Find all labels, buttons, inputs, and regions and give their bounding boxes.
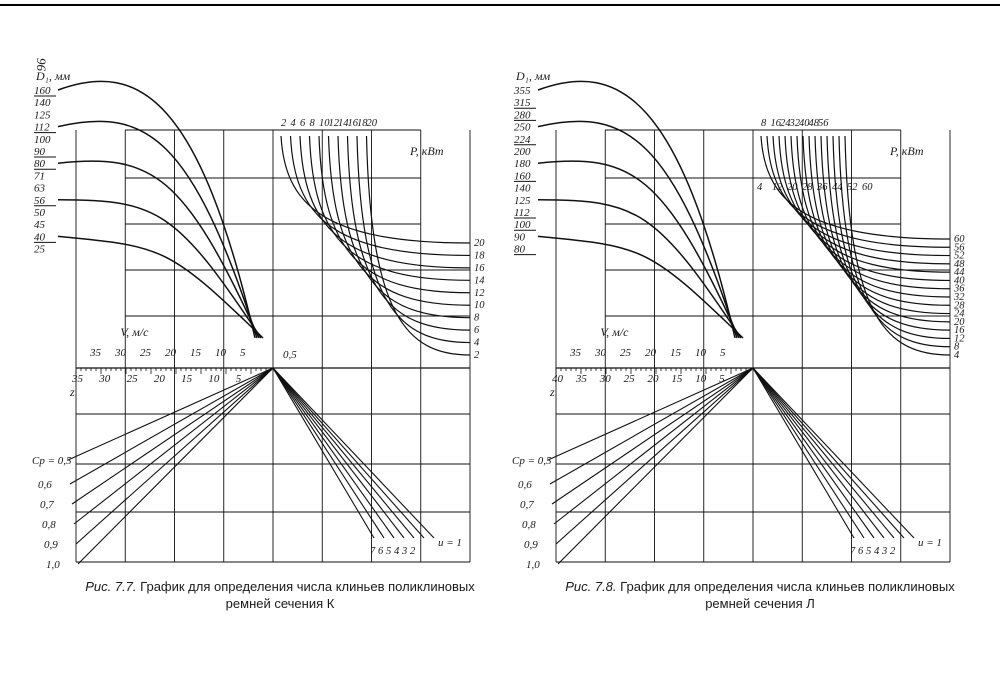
d1-tick-label: 140 (34, 97, 51, 110)
z-axis-label: z (550, 385, 555, 399)
velocity-top-tick: 35 (90, 347, 101, 359)
velocity-bottom-tick: 20 (647, 373, 659, 385)
u-label: u = 1 (438, 537, 462, 549)
page-number: 96 (34, 58, 49, 71)
power-tick-label: 4 (290, 118, 296, 129)
u-label: u = 1 (918, 537, 942, 549)
diameter-curve (538, 121, 737, 338)
power-right-label: 20 (954, 316, 965, 328)
u-fan-line (273, 368, 404, 538)
velocity-bottom-tick: 25 (623, 373, 635, 385)
u-tick-label: 6 (858, 546, 864, 557)
velocity-bottom-tick: 5 (719, 373, 725, 385)
power-tick-label: 32 (789, 118, 800, 129)
velocity-top-tick: 35 (570, 347, 581, 359)
caption-text-line1: График для определения числа клиньев поликлиновых (140, 579, 475, 594)
power-tick-label: 18 (357, 118, 368, 129)
power-right-label: 6 (474, 325, 480, 337)
nomogram-7-8 (510, 50, 980, 570)
power-right-label: 16 (474, 262, 485, 274)
diameter-curve (58, 121, 257, 338)
u-tick-label: 4 (394, 546, 400, 557)
caption-number: Рис. 7.8. (565, 579, 617, 594)
d1-tick-label: 224 (514, 133, 531, 146)
power-tick-label: 24 (780, 118, 791, 129)
cp-fan-line (72, 368, 273, 504)
power-curve (797, 136, 950, 289)
power-tick-label: 20 (366, 118, 377, 129)
d1-axis-label: D₁, мм (516, 69, 551, 83)
power-right-label: 4 (474, 337, 480, 349)
velocity-top-tick: 10 (695, 347, 706, 359)
d1-tick-label: 45 (34, 219, 45, 232)
d1-tick-label: 56 (34, 194, 45, 207)
velocity-bottom-tick: 40 (552, 373, 563, 385)
power-tick-label-second-row: 44 (832, 182, 843, 193)
power-axis-label: P, кВт (890, 144, 924, 158)
u-fan-line (753, 368, 894, 538)
cp-label: Cp = 0,5 (512, 455, 552, 467)
velocity-top-tick: 10 (215, 347, 226, 359)
power-tick-label-second-row: 52 (847, 182, 858, 193)
caption-text-line2: ремней сечения К (225, 596, 335, 611)
d1-tick-label: 355 (514, 85, 531, 97)
velocity-top-tick: 5 (240, 347, 246, 359)
u-tick-label: 7 (370, 546, 376, 557)
d1-tick-label: 50 (34, 207, 45, 219)
u-fan-line (753, 368, 864, 538)
power-right-label: 32 (954, 292, 965, 303)
velocity-top-tick: 20 (645, 347, 656, 359)
u-fan-line (753, 368, 854, 538)
d1-tick-label: 80 (514, 243, 525, 256)
u-tick-label: 2 (890, 546, 896, 557)
diameter-curve (58, 161, 259, 338)
power-right-label: 4 (954, 350, 960, 361)
power-tick-label: 6 (300, 118, 306, 129)
cp-tick-label: 0,8 (522, 519, 536, 531)
cp-tick-label: 0,9 (524, 539, 538, 551)
u-tick-label: 5 (866, 546, 872, 557)
u-tick-label: 6 (378, 546, 384, 557)
power-curve (791, 136, 950, 280)
power-right-label: 52 (954, 250, 965, 262)
d1-tick-label: 25 (34, 243, 45, 256)
u-tick-label: 5 (386, 546, 392, 557)
power-right-label: 44 (954, 267, 965, 279)
diameter-curve (538, 81, 735, 338)
u-tick-label: 2 (410, 546, 416, 557)
page-top-rule (0, 4, 1000, 6)
cp-tick-label: 1,0 (526, 559, 540, 570)
velocity-top-tick: 15 (190, 347, 201, 359)
d1-tick-label: 90 (514, 231, 525, 244)
power-right-label: 12 (474, 287, 485, 299)
cp-tick-label: 0,7 (40, 499, 54, 511)
velocity-top-tick: 25 (140, 347, 151, 359)
cp-fan-line (74, 368, 273, 524)
d1-tick-label: 200 (514, 146, 531, 158)
power-right-label: 8 (954, 341, 960, 353)
power-tick-label-second-row: 20 (787, 182, 798, 193)
velocity-bottom-tick: 20 (153, 373, 165, 385)
power-right-label: 24 (954, 308, 965, 320)
power-right-label: 18 (474, 250, 485, 262)
power-curve (839, 136, 950, 347)
u-tick-label: 4 (874, 546, 880, 557)
power-right-label: 36 (954, 283, 965, 295)
u-fan-line (273, 368, 424, 538)
u-tick-label: 7 (850, 546, 856, 557)
velocity-top-tick: 15 (670, 347, 681, 359)
d1-tick-label: 40 (34, 231, 45, 244)
caption-7-7 (60, 578, 500, 612)
velocity-bottom-tick: 35 (575, 373, 587, 385)
power-right-label: 2 (474, 350, 480, 361)
u-fan-line (753, 368, 874, 538)
power-tick-label: 8 (761, 118, 767, 129)
velocity-bottom-tick: 5 (235, 373, 242, 385)
u-tick-label: 3 (882, 546, 888, 557)
velocity-bottom-tick: 15 (181, 373, 193, 385)
velocity-bottom-tick: 15 (671, 373, 683, 385)
power-tick-label: 16 (770, 118, 781, 129)
power-tick-label-second-row: 12 (772, 182, 783, 193)
d1-tick-label: 112 (514, 207, 530, 219)
velocity-bottom-tick: 35 (72, 373, 83, 385)
power-axis-label: P, кВт (410, 144, 444, 158)
velocity-top-tick: 30 (595, 347, 606, 359)
power-tick-label: 48 (808, 118, 819, 129)
power-tick-label: 56 (818, 118, 829, 129)
power-tick-label-second-row: 60 (862, 182, 873, 193)
velocity-axis-label: V, м/с (120, 325, 149, 339)
power-tick-label: 10 (319, 118, 330, 129)
d1-tick-label: 112 (34, 121, 50, 134)
d1-tick-label: 160 (514, 170, 531, 183)
d1-tick-label: 100 (34, 133, 51, 146)
power-curve (319, 136, 470, 293)
cp-tick-label: 1,0 (46, 559, 60, 570)
power-right-label: 10 (474, 300, 485, 312)
d1-tick-label: 140 (514, 182, 531, 195)
u-tick-label: 3 (402, 546, 408, 557)
d1-tick-label: 71 (34, 170, 45, 183)
power-right-label: 56 (954, 242, 965, 254)
u-fan-line (273, 368, 384, 538)
u-fan-line (273, 368, 374, 538)
power-right-label: 16 (954, 325, 965, 337)
diameter-curve (538, 200, 741, 338)
figure-7-7 (30, 50, 500, 630)
power-tick-label: 16 (347, 118, 358, 129)
velocity-bottom-tick: 10 (695, 373, 707, 385)
u-fan-line (753, 368, 914, 538)
power-curve (310, 136, 471, 280)
caption-text-line2: ремней сечения Л (705, 596, 815, 611)
cp-fan-line (558, 368, 753, 564)
u-fan-line (753, 368, 904, 538)
d1-tick-label: 63 (34, 182, 45, 195)
cp-tick-label: 0,7 (520, 499, 534, 511)
diameter-curve (538, 161, 739, 338)
power-right-label: 48 (954, 258, 965, 270)
nomogram-7-7 (30, 50, 500, 570)
cp-fan-line (550, 368, 753, 484)
d1-tick-label: 180 (514, 158, 531, 171)
caption-text-line1: График для определения числа клиньев поликлиновых (620, 579, 955, 594)
power-tick-label-second-row: 28 (802, 182, 813, 193)
power-right-label: 14 (474, 275, 485, 287)
d1-axis-label: D₁, мм (36, 69, 71, 83)
d1-tick-label: 90 (34, 146, 45, 158)
cp-fan-line (78, 368, 273, 564)
d1-tick-label: 125 (514, 194, 531, 207)
power-tick-label: 8 (309, 118, 315, 129)
cp-fan-line (552, 368, 753, 504)
power-tick-label-second-row: 36 (817, 182, 828, 193)
u-fan-line (273, 368, 434, 538)
power-tick-label-second-row: 4 (757, 182, 763, 193)
power-right-label: 60 (954, 234, 965, 245)
diameter-curve (58, 200, 261, 338)
cp-tick-label: 0,6 (518, 479, 532, 491)
d1-tick-label: 125 (34, 109, 51, 122)
velocity-bottom-tick: 10 (208, 373, 220, 385)
diameter-curve (58, 81, 255, 338)
power-tick-label: 12 (328, 118, 339, 129)
power-tick-label: 2 (281, 118, 287, 129)
z-axis-label: z (70, 385, 75, 399)
figure-7-8 (510, 50, 980, 630)
caption-number: Рис. 7.7. (85, 579, 137, 594)
velocity-top-tick: 25 (620, 347, 631, 359)
power-right-label: 12 (954, 333, 965, 345)
velocity-bottom-tick: 25 (126, 373, 138, 385)
power-right-label: 40 (954, 275, 965, 287)
power-tick-label: 14 (338, 118, 349, 129)
half-mark-label: 0,5 (283, 349, 297, 361)
cp-label: Cp = 0,5 (32, 455, 72, 467)
velocity-bottom-tick: 30 (99, 373, 111, 385)
u-fan-line (273, 368, 414, 538)
cp-tick-label: 0,9 (44, 539, 58, 551)
power-right-label: 8 (474, 312, 480, 324)
power-right-label: 28 (954, 300, 965, 312)
cp-fan-line (70, 368, 273, 484)
velocity-top-tick: 30 (115, 347, 126, 359)
power-right-label: 20 (474, 238, 485, 249)
cp-fan-line (554, 368, 753, 524)
d1-tick-label: 280 (514, 109, 531, 122)
velocity-top-tick: 5 (720, 347, 726, 359)
d1-tick-label: 250 (514, 121, 531, 134)
u-fan-line (753, 368, 884, 538)
cp-tick-label: 0,6 (38, 479, 52, 491)
caption-7-8 (540, 578, 980, 612)
d1-tick-label: 160 (34, 85, 51, 97)
d1-tick-label: 80 (34, 158, 45, 171)
cp-tick-label: 0,8 (42, 519, 56, 531)
d1-tick-label: 100 (514, 219, 531, 232)
velocity-top-tick: 20 (165, 347, 176, 359)
velocity-bottom-tick: 30 (599, 373, 611, 385)
u-fan-line (273, 368, 394, 538)
d1-tick-label: 315 (514, 97, 531, 110)
velocity-axis-label: V, м/с (600, 325, 629, 339)
power-tick-label: 40 (799, 118, 810, 129)
